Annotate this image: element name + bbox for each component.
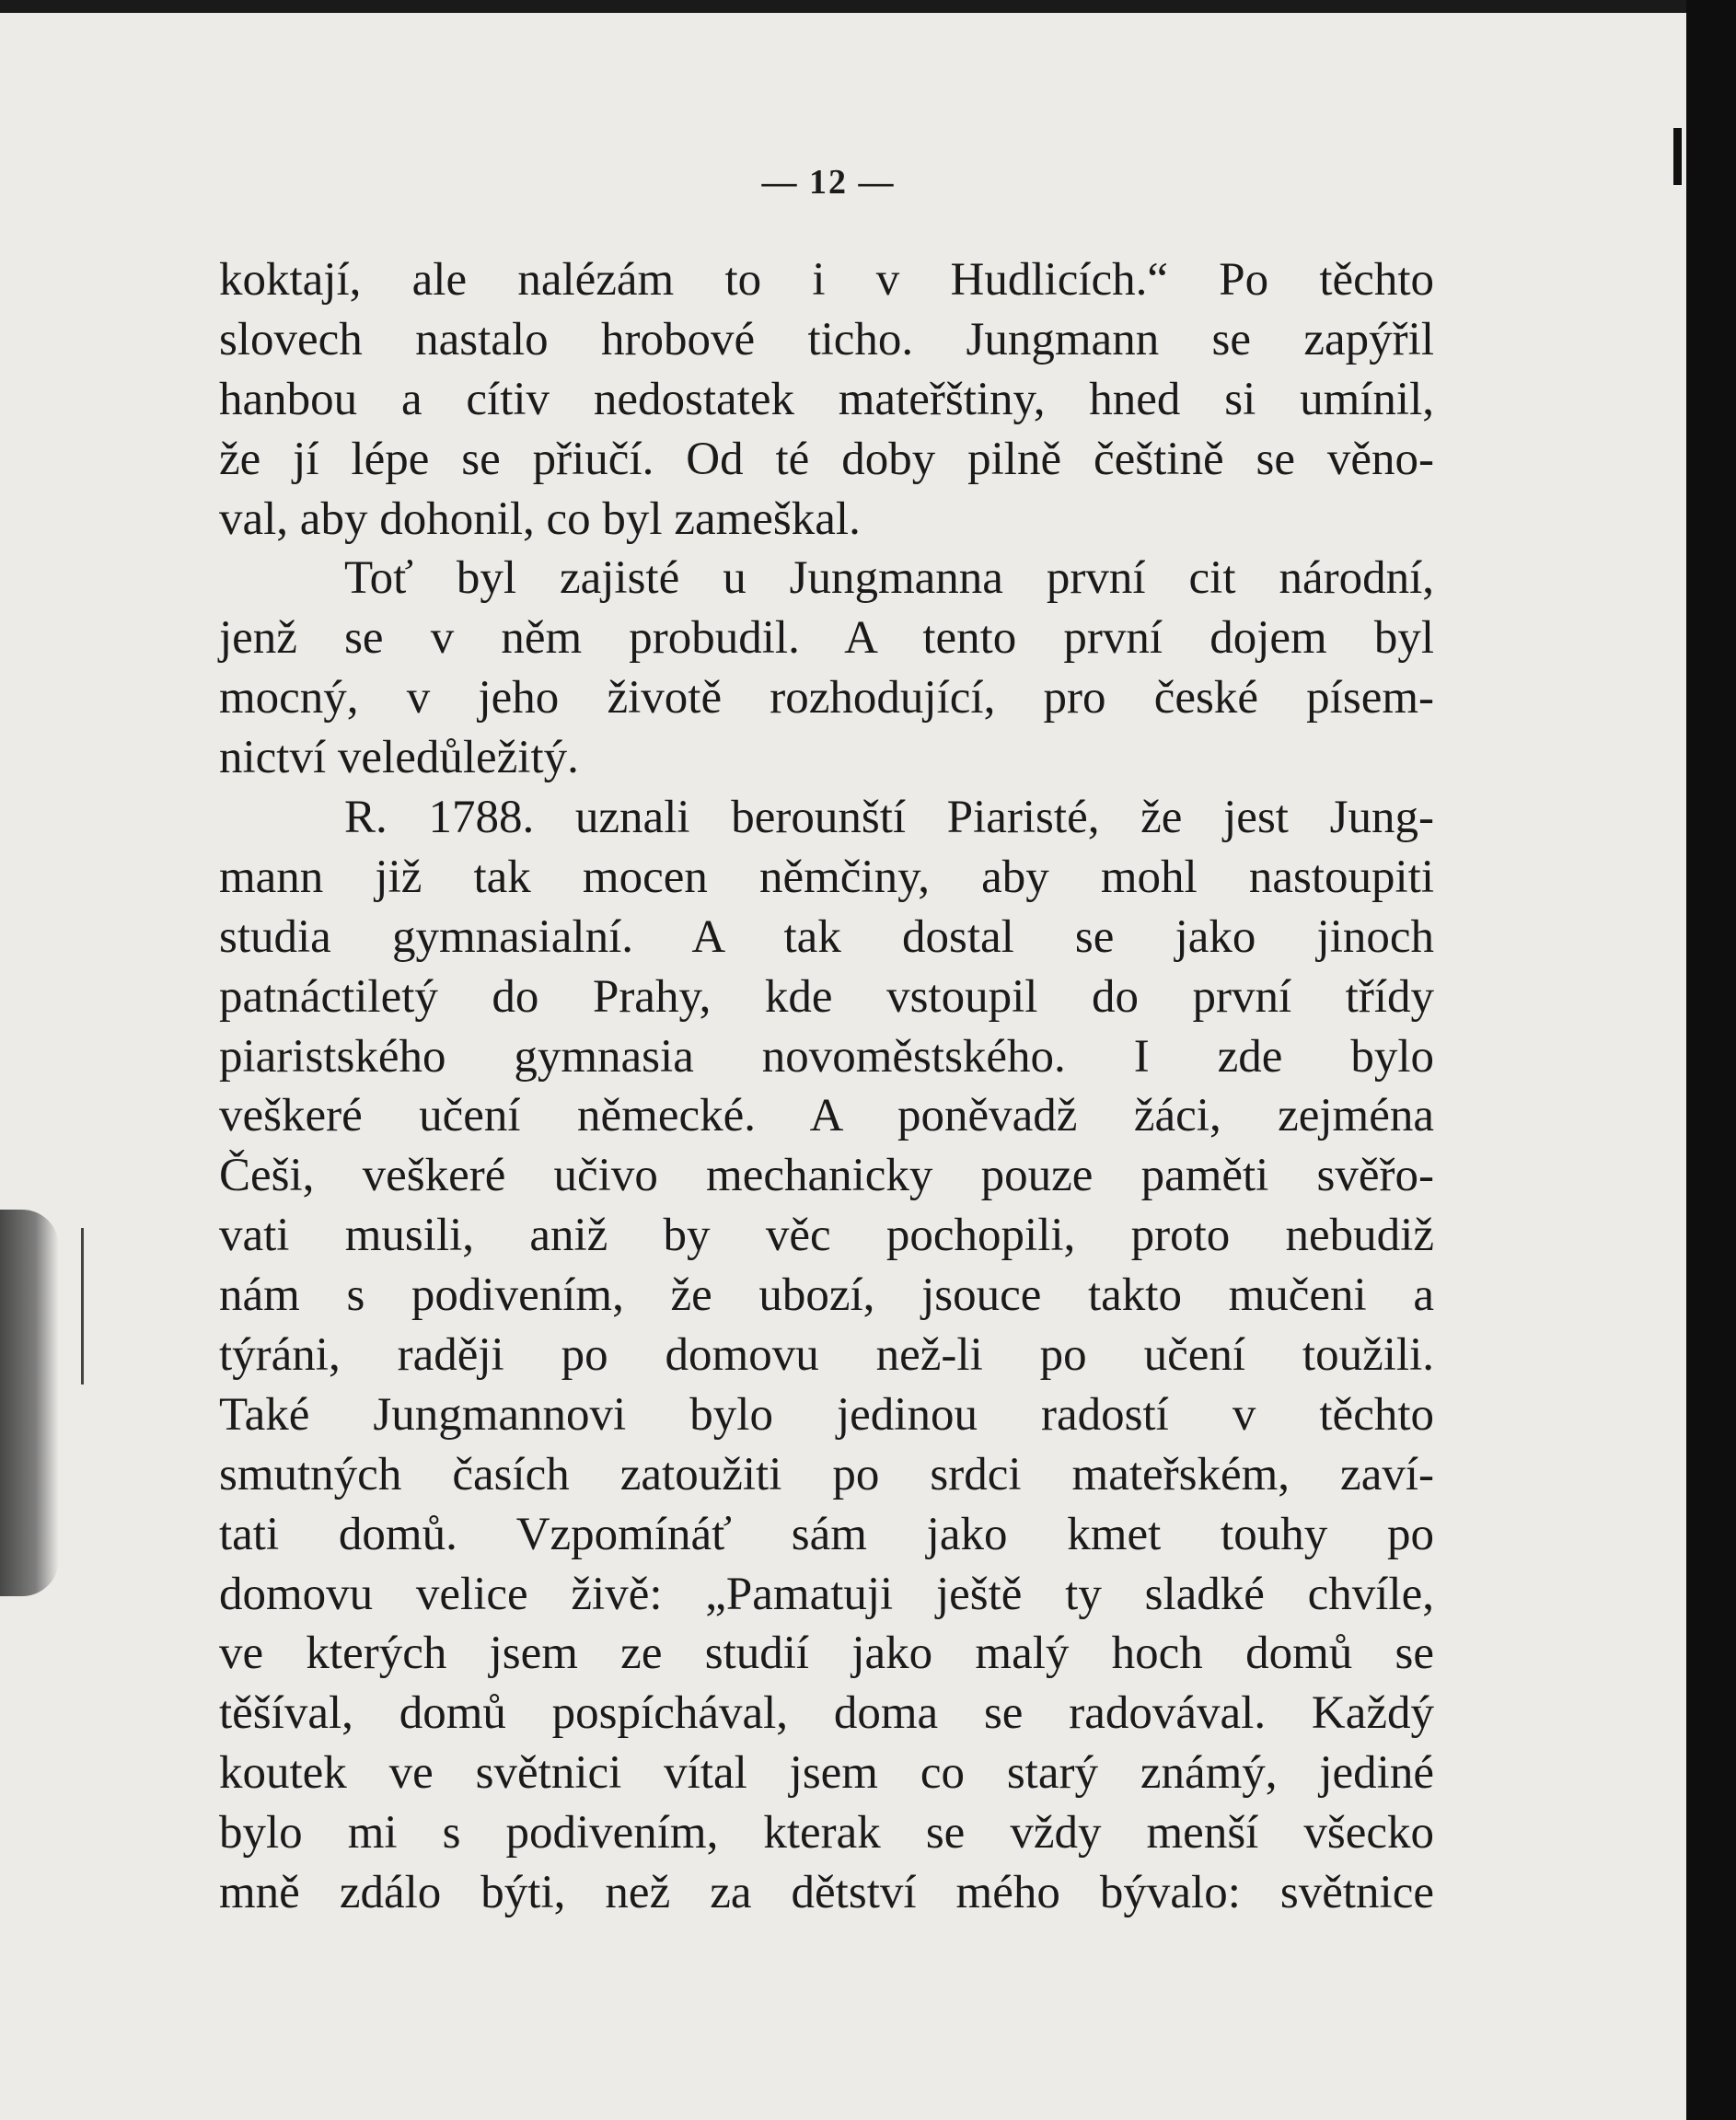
scan-right-edge [1686,0,1736,2120]
text-line: tati domů. Vzpomínáť sám jako kmet touhy po [219,1508,1434,1560]
text-line: Toť byl zajisté u Jungmanna první cit národní, [344,552,1434,605]
text-line: veškeré učení německé. A poněvadž žáci, zejména [219,1090,1434,1142]
page-number: — 12 — [761,163,896,202]
text-line: že jí lépe se přiučí. Od té doby pilně češtině se věno- [219,433,1434,485]
text-line: koutek ve světnici vítal jsem co starý známý, jediné [219,1747,1434,1800]
book-page [0,13,1686,2120]
text-line: týráni, raději po domovu než-li po učení toužili. [219,1329,1434,1382]
text-line: slovech nastalo hrobové ticho. Jungmann se zapýřil [219,313,1434,365]
text-line: hanbou a cítiv nedostatek mateřštiny, hned si umínil, [219,373,1434,425]
text-line: mann již tak mocen němčiny, aby mohl nastoupiti [219,851,1434,903]
text-line: piaristského gymnasia novoměstského. I zde bylo [219,1030,1434,1083]
edge-mark [1673,128,1682,185]
text-line: bylo mi s podivením, kterak se vždy menší všecko [219,1807,1434,1859]
text-line: Češi, veškeré učivo mechanicky pouze paměti svěřo- [219,1150,1434,1202]
text-line: studia gymnasialní. A tak dostal se jako jinoch [219,910,1434,963]
text-line: koktají, ale nalézám to i v Hudlicích.“ Po těchto [219,254,1434,306]
text-line: jenž se v něm probudil. A tento první dojem byl [219,612,1434,665]
binding-shadow [0,1210,59,1596]
text-line: těšíval, domů pospíchával, doma se radovával. Každý [219,1687,1434,1740]
text-line: Také Jungmannovi bylo jedinou radostí v těchto [219,1388,1434,1441]
text-line: nám s podivením, že ubozí, jsouce takto mučeni a [219,1269,1434,1322]
text-line: domovu velice živě: „Pamatuji ještě ty sladké chvíle, [219,1568,1434,1620]
text-line: mocný, v jeho životě rozhodující, pro české písem- [219,672,1434,724]
text-line: R. 1788. uznali berounští Piaristé, že jest Jung- [344,792,1434,844]
margin-mark [81,1228,84,1384]
text-line: nictví veledůležitý. [219,732,579,784]
text-line: mně zdálo býti, než za dětství mého bývalo: světnice [219,1867,1434,1919]
text-line: smutných časích zatoužiti po srdci mateřském, zaví- [219,1448,1434,1500]
text-line: val, aby dohonil, co byl zameškal. [219,492,861,545]
text-line: vati musili, aniž by věc pochopili, proto nebudiž [219,1210,1434,1262]
body-text [219,250,1434,1923]
scan-top-edge [0,0,1686,13]
text-line: patnáctiletý do Prahy, kde vstoupil do první třídy [219,970,1434,1023]
text-line: ve kterých jsem ze studií jako malý hoch domů se [219,1628,1434,1680]
